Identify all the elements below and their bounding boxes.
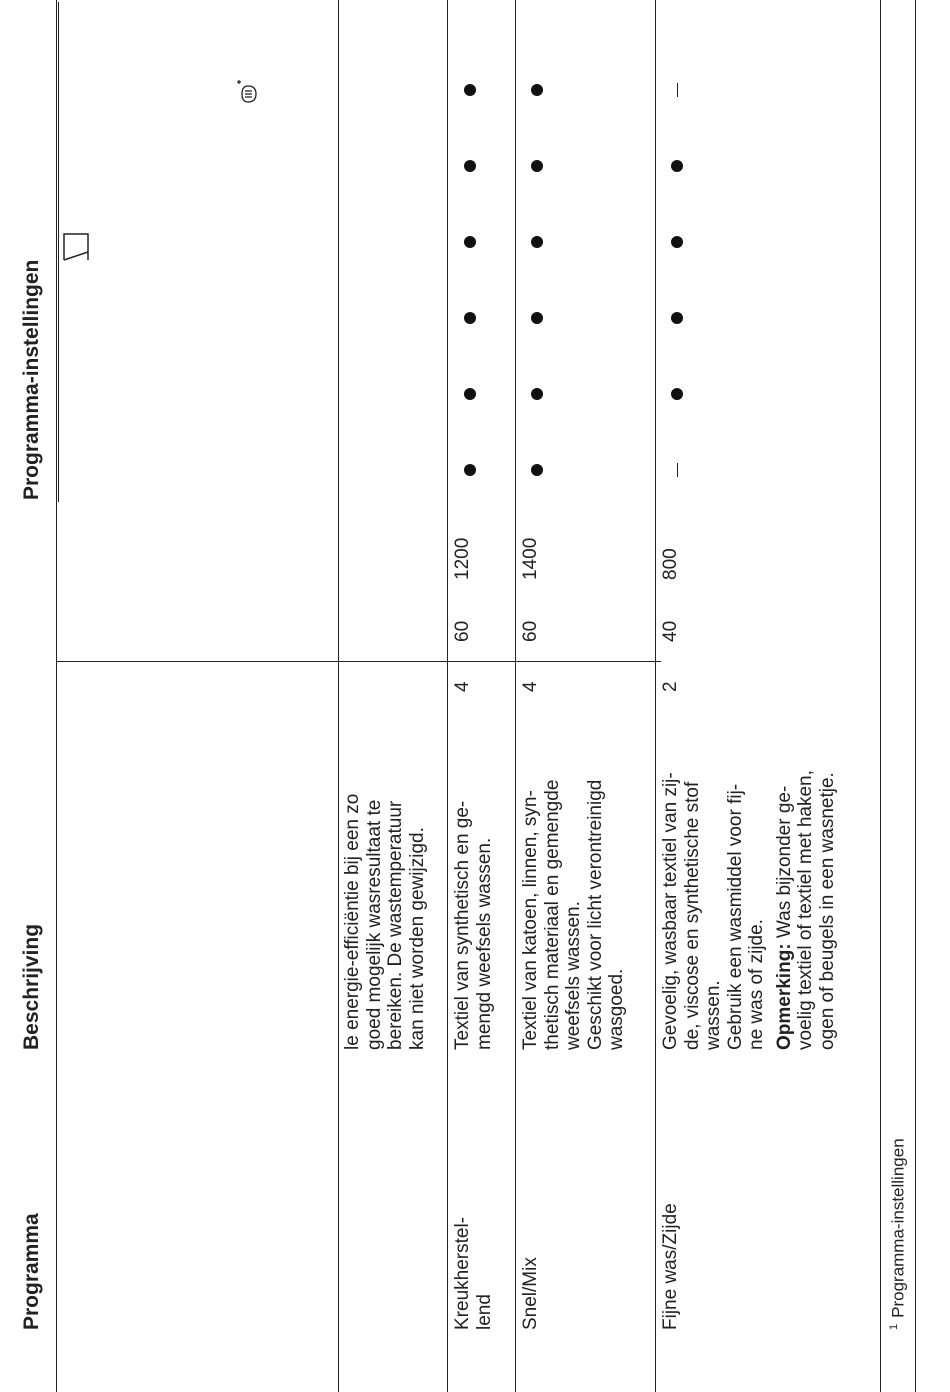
setting-dash <box>677 83 678 97</box>
footnote-text: Programma-instellingen <box>888 1138 908 1318</box>
footnote-marker: 1 <box>888 1323 900 1330</box>
footnote <box>888 1138 909 1330</box>
setting-dash <box>677 463 678 477</box>
note-line: ogen of beugels in een wasnetje. <box>816 772 838 1050</box>
setting-dot <box>531 160 543 172</box>
setting-dot <box>464 160 476 172</box>
desc-line: Textiel van synthetisch en ge- <box>452 800 473 1050</box>
desc-line: mengd weefsels wassen. <box>473 837 495 1050</box>
row-spin: 1200 <box>452 537 473 580</box>
note-text: Was bijzonder ge- <box>773 785 795 944</box>
note-label: Opmerking: <box>773 943 795 1050</box>
desc-line: kan niet worden gewijzigd. <box>406 827 428 1050</box>
row-load: 2 <box>660 681 681 692</box>
setting-dot <box>671 312 683 324</box>
setting-dot <box>464 236 476 248</box>
desc-line: thetisch materiaal en gemengde <box>541 779 563 1050</box>
row-load: 4 <box>452 681 473 692</box>
setting-dot <box>531 388 543 400</box>
setting-dot <box>671 236 683 248</box>
setting-dot <box>531 84 543 96</box>
header-settings: Programma-instellingen <box>20 259 43 500</box>
row-load: 4 <box>520 681 541 692</box>
program-line: Kreukherstel- <box>452 1217 473 1330</box>
desc-line: ne was of zijde. <box>746 919 767 1050</box>
setting-dot <box>671 388 683 400</box>
desc-line: le energie-efficiëntie bij een zo <box>342 793 363 1050</box>
program-line: lend <box>474 1294 495 1330</box>
setting-dot <box>531 236 543 248</box>
desc-line: wassen. <box>703 980 724 1050</box>
desc-line: de, viscose en synthetische stof <box>681 781 703 1050</box>
desc-line: weefsels wassen. <box>563 901 584 1050</box>
row-temperature: 60 <box>452 620 473 642</box>
setting-dot <box>464 84 476 96</box>
row-temperature: 40 <box>660 620 681 642</box>
row-spin: 1400 <box>520 537 541 580</box>
desc-line: bereiken. De wastemperatuur <box>385 800 406 1050</box>
program-line: Fijne was/Zijde <box>660 1203 681 1330</box>
setting-dot <box>464 388 476 400</box>
desc-line: goed mogelijk wasresultaat te <box>363 799 385 1050</box>
setting-dot <box>464 312 476 324</box>
program-line: Snel/Mix <box>520 1257 541 1330</box>
desc-line: Geschikt voor licht verontreinigd <box>584 779 606 1050</box>
desc-line: Textiel van katoen, linnen, syn- <box>520 790 541 1050</box>
setting-dot <box>671 160 683 172</box>
row-temperature: 60 <box>520 620 541 642</box>
row-spin: 800 <box>660 548 681 580</box>
setting-dot <box>531 312 543 324</box>
desc-line: wasgoed. <box>606 968 627 1050</box>
header-program: Programma <box>20 1213 43 1330</box>
desc-line: Gevoelig, wasbaar textiel van zij- <box>660 772 681 1050</box>
setting-dot <box>464 464 476 476</box>
note-line: voelig textiel of textiel met haken, <box>795 770 816 1050</box>
header-description: Beschrijving <box>20 923 43 1050</box>
desc-line: Gebruik een wasmiddel voor fij- <box>724 783 746 1050</box>
setting-dot <box>531 464 543 476</box>
